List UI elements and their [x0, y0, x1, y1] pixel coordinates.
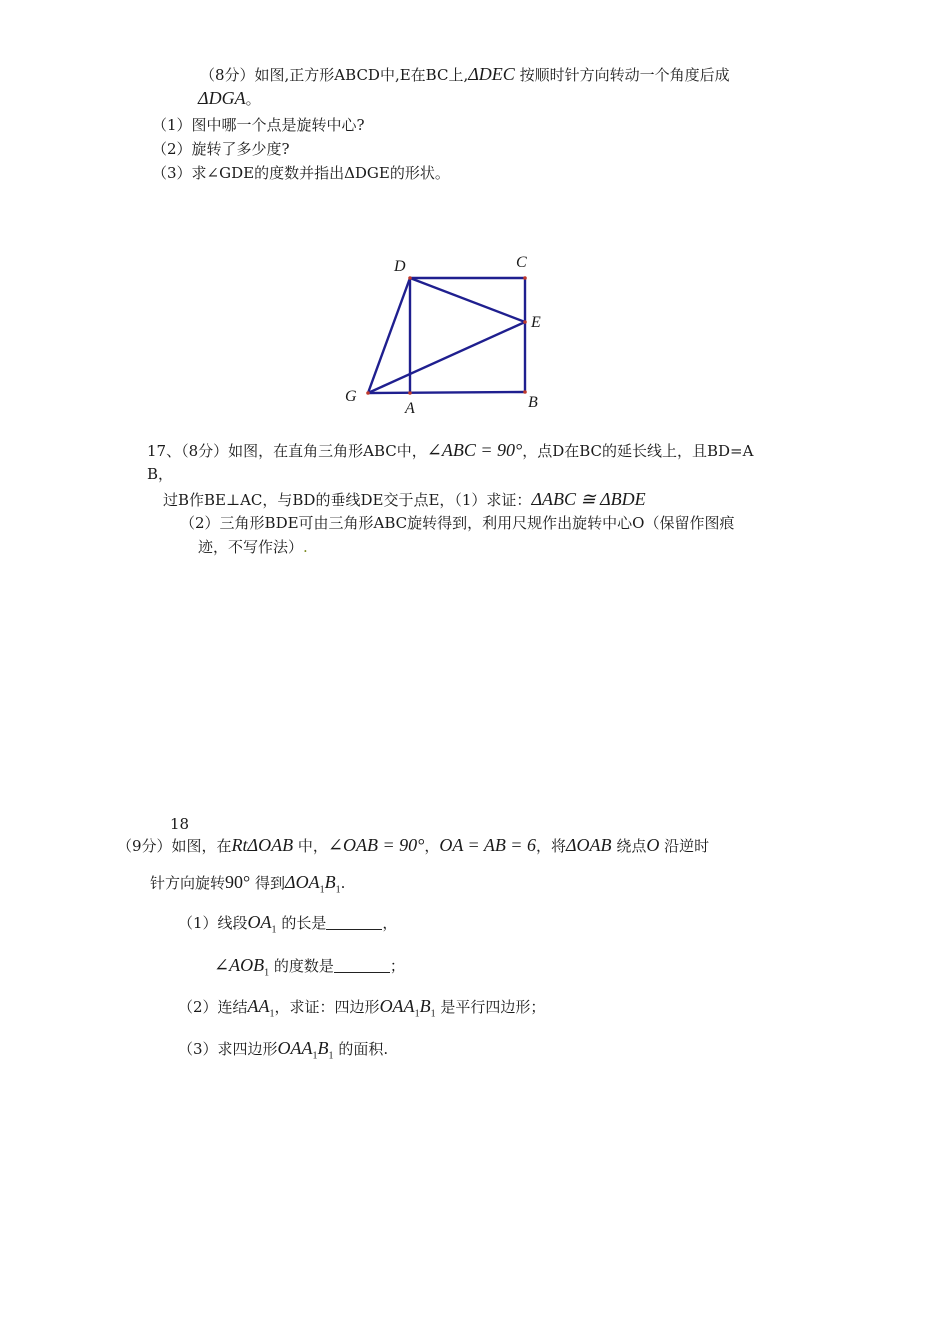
subscript-1: 1	[264, 967, 270, 979]
point-b	[523, 390, 527, 394]
q16-intro-end: 。	[245, 90, 261, 108]
q17-line2: B，	[147, 465, 174, 483]
segment-gb	[368, 392, 525, 393]
quad-oaa-part: OAA	[379, 996, 415, 1016]
q18-part3	[178, 1038, 388, 1063]
q17-line3	[163, 489, 646, 511]
q18-number: 18	[170, 815, 190, 833]
subscript-1: 1	[319, 884, 325, 896]
q16-sub2: （2）旋转了多少度?	[152, 140, 290, 158]
answer-blank-oa1[interactable]	[326, 929, 382, 930]
subscript-1: 1	[271, 924, 277, 936]
q18-part1	[178, 912, 397, 937]
q18-p3-text-b: 的面积.	[333, 1040, 389, 1058]
point-a	[408, 391, 412, 395]
angle-abc: ∠ABC = 90°	[426, 440, 523, 460]
label-e: E	[531, 314, 541, 331]
oa-part: OA	[247, 912, 272, 932]
quad-b-part: B	[419, 996, 431, 1016]
q18-text-d: ，将	[535, 837, 566, 855]
angle-90: 90°	[225, 872, 251, 892]
q18-text-end: .	[340, 874, 346, 892]
triangle-oa1b1	[285, 872, 341, 896]
q16-intro-cont	[198, 88, 261, 110]
point-c	[523, 276, 527, 280]
q18-text-g: 针方向旋转	[150, 874, 226, 892]
triangle-oab: ΔOAB	[565, 835, 612, 855]
triangle-dec: ΔDEC	[468, 64, 515, 84]
label-g: G	[345, 388, 357, 405]
square-rotation-figure	[330, 245, 570, 425]
q18-p2-text-a: （2）连结	[178, 998, 248, 1016]
subscript-1: 1	[269, 1008, 275, 1020]
q16-intro	[200, 64, 730, 86]
q16-intro-text: （8分）如图,正方形ABCD中,E在BC上,	[200, 66, 469, 84]
q18-text-c: ，	[424, 837, 440, 855]
quadrilateral-oaa1b1	[277, 1038, 334, 1062]
label-a: A	[405, 400, 415, 417]
aa-part: AA	[247, 996, 270, 1016]
subscript-1: 1	[312, 1050, 318, 1062]
q17-text-d: 迹，不写作法）	[198, 538, 304, 556]
rt-triangle-oab: RtΔOAB	[231, 835, 294, 855]
tri-oa-part: ΔOA	[285, 872, 320, 892]
q16-intro-text-b: 按顺时针方向转动一个角度后成	[514, 66, 730, 84]
point-d	[408, 276, 412, 280]
q17-text-b: ，点D在BC的延长线上，且BD=A	[522, 442, 754, 460]
q18-p2-text-b: ，求证：四边形	[274, 998, 380, 1016]
point-g	[366, 391, 370, 395]
q17-end: .	[303, 538, 308, 556]
q17-line1	[147, 440, 753, 462]
q17-line5	[198, 538, 308, 556]
subscript-1: 1	[335, 884, 341, 896]
aob-part: ∠AOB	[214, 955, 265, 975]
label-d: D	[394, 258, 406, 275]
segment-ge	[368, 322, 525, 393]
q18-p1d-text-b: 的度数是	[269, 957, 334, 975]
q18-p3-text-a: （3）求四边形	[178, 1040, 278, 1058]
q18-text-b: 中，	[293, 837, 328, 855]
figure-points	[366, 276, 527, 395]
q17-text-c: 过B作BE⊥AC，与BD的垂线DE交于点E，（1）求证：	[163, 491, 532, 509]
point-e	[523, 320, 527, 324]
figure-lines	[368, 278, 525, 393]
q18-text-e: 绕点	[611, 837, 647, 855]
q18-line1	[117, 835, 709, 857]
q18-p1-text-c: ，	[382, 914, 398, 932]
label-b: B	[528, 394, 538, 411]
q18-text-f: 沿逆时	[659, 837, 710, 855]
q18-line2	[150, 872, 345, 897]
q18-p1d-text-c: ；	[389, 957, 405, 975]
answer-blank-angle[interactable]	[334, 972, 390, 973]
segment-de	[410, 278, 525, 322]
segment-aa1	[247, 996, 275, 1020]
quad-b-part: B	[317, 1038, 329, 1058]
q17-line4: （2）三角形BDE可由三角形ABC旋转得到，利用尺规作出旋转中心O（保留作图痕	[180, 514, 735, 532]
tri-b-part: B	[324, 872, 336, 892]
q18-p1-text-b: 的长是	[276, 914, 327, 932]
quad-oaa-part: OAA	[277, 1038, 313, 1058]
subscript-1: 1	[414, 1008, 420, 1020]
subscript-1: 1	[328, 1050, 334, 1062]
q18-p1-text-a: （1）线段	[178, 914, 248, 932]
triangle-dga: ΔDGA	[198, 88, 246, 108]
q17-text-a: 17、（8分）如图，在直角三角形ABC中，	[147, 442, 427, 460]
q18-text-h: 得到	[250, 874, 285, 892]
q18-part2	[178, 996, 545, 1021]
subscript-1: 1	[430, 1008, 436, 1020]
q18-text-a: （9分）如图，在	[117, 837, 232, 855]
point-o: O	[646, 835, 660, 855]
q16-sub1: （1）图中哪一个点是旋转中心?	[152, 116, 365, 134]
q16-sub3: （3）求∠GDE的度数并指出ΔDGE的形状。	[152, 164, 450, 182]
label-c: C	[516, 254, 527, 271]
angle-oab: ∠OAB = 90°	[327, 835, 425, 855]
q18-p2-text-c: 是平行四边形；	[435, 998, 546, 1016]
angle-aob1	[214, 955, 270, 979]
equation-oa-ab: OA = AB = 6	[439, 835, 536, 855]
q18-part1b	[214, 955, 405, 980]
quadrilateral-oaa1b1	[379, 996, 436, 1020]
segment-oa1	[247, 912, 277, 936]
congruence-statement: ΔABC ≅ ΔBDE	[531, 489, 646, 509]
